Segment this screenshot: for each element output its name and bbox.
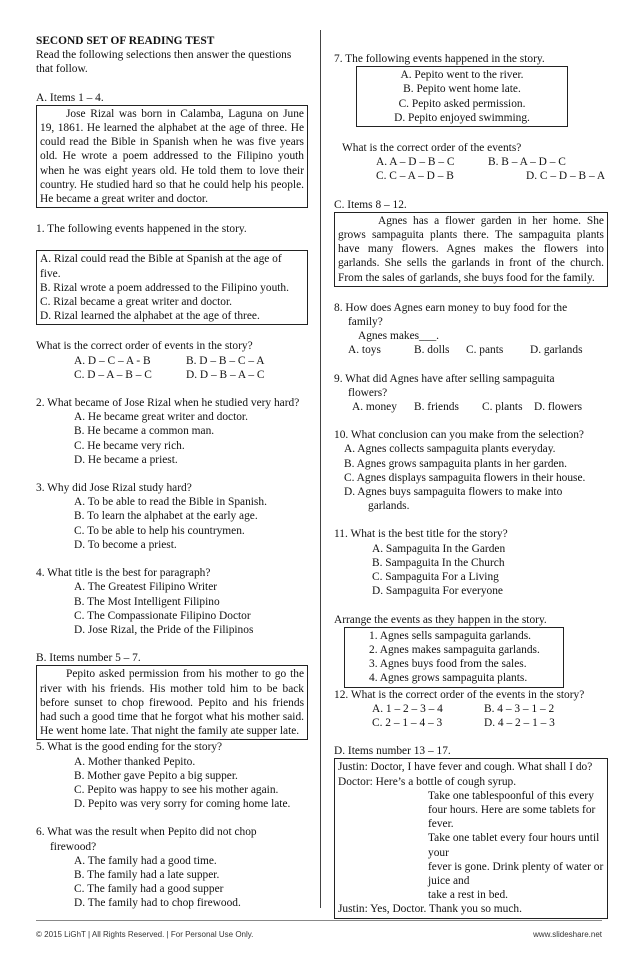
q12-choice: B. 4 – 3 – 1 – 2	[484, 702, 555, 715]
arrange-event: 3. Agnes buys food from the sales.	[369, 658, 527, 671]
dialogue-line: take a rest in bed.	[428, 889, 509, 902]
q8-choice: A. toys	[348, 344, 381, 357]
q7-event: D. Pepito enjoyed swimming.	[394, 111, 530, 124]
q7-ask: What is the correct order of the events?	[342, 142, 522, 155]
q9-stem-cont: flowers?	[348, 386, 388, 399]
q12-choices-row	[334, 716, 608, 730]
q1-stem: 1. The following events happened in the story.	[36, 223, 247, 236]
q1-event: A. Rizal could read the Bible at Spanish at the age of five.	[40, 253, 282, 280]
q8-stem-cont: family?	[348, 316, 383, 329]
q6-choice: B. The family had a late supper.	[74, 868, 220, 881]
q11-choice: B. Sampaguita In the Church	[372, 556, 505, 569]
q10-choice-cont: garlands.	[368, 500, 410, 513]
q9-choice: B. friends	[414, 401, 459, 414]
q7-stem: 7. The following events happened in the story.	[334, 53, 545, 65]
q6-choice: C. The family had a good supper	[74, 883, 224, 896]
q9-stem: 9. What did Agnes have after selling sampaguita	[334, 372, 555, 385]
q7-choice: D. C – D – B – A	[526, 170, 606, 183]
q10-choice: A. Agnes collects sampaguita plants everyday.	[344, 443, 556, 456]
q11-choice: C. Sampaguita For a Living	[372, 571, 499, 584]
q4-choice: D. Jose Rizal, the Pride of the Filipinos	[74, 623, 254, 636]
q12-choices-row	[334, 702, 608, 716]
section-c-label: C. Items 8 – 12.	[334, 198, 407, 211]
q8-blank: Agnes makes___.	[358, 330, 439, 343]
q2-choice: D. He became a priest.	[74, 453, 178, 466]
q7-choice: C. C – A – D – B	[376, 170, 454, 183]
q11-stem: 11. What is the best title for the story?	[334, 528, 508, 541]
passage-c: Agnes has a flower garden in her home. She grows sampaguita plants there. The sampaguita plants have many flowers. Agnes makes the flowers into garlands. She sells the garlands in front of the church. From the sales of garlands, she buys food for the family.	[334, 212, 608, 287]
left-column	[36, 34, 308, 911]
q8-choices-row	[334, 343, 608, 357]
q12-stem: 12. What is the correct order of the events in the story?	[334, 688, 585, 701]
q12-choice: C. 2 – 1 – 4 – 3	[372, 716, 443, 729]
q3-choice: A. To be able to read the Bible in Spanish.	[74, 496, 267, 509]
arrange-event: 4. Agnes grows sampaguita plants.	[369, 672, 528, 685]
dialogue-line: Take one tablespoonful of this every	[428, 789, 594, 802]
q5-stem: 5. What is the good ending for the story?	[36, 741, 223, 754]
q6-choice: D. The family had to chop firewood.	[74, 897, 241, 910]
q11-choice: D. Sampaguita For everyone	[372, 585, 503, 598]
q1-choice: D. D – B – A – C	[186, 368, 265, 381]
q7-choice: B. B – A – D – C	[488, 156, 566, 169]
q10-choice: C. Agnes displays sampaguita flowers in their house.	[344, 471, 586, 484]
q1-event: B. Rizal wrote a poem addressed to the Filipino youth.	[40, 281, 289, 294]
passage-a: Jose Rizal was born in Calamba, Laguna on June 19, 1861. He learned the alphabet at the age of three. He could read the Bible in Spanish when he was five years old. He wrote a poem addressed to the Filipino youth when he was eight years old. He told them to love their country. He studied hard so that he could help his people. He became a great writer and doctor.	[36, 105, 308, 208]
q7-choices-row	[334, 169, 608, 183]
q1-event: C. Rizal became a great writer and doctor.	[40, 296, 232, 309]
q3-choice: C. To be able to help his countrymen.	[74, 524, 245, 537]
q5-choice: D. Pepito was very sorry for coming home late.	[74, 798, 291, 811]
q4-choice: C. The Compassionate Filipino Doctor	[74, 609, 251, 622]
q9-choices-row	[334, 400, 608, 414]
column-divider	[320, 30, 321, 908]
dialogue-line: Take one tablet every four hours until your	[428, 832, 600, 859]
q1-choices-row	[36, 354, 308, 368]
section-a-label: A. Items 1 – 4.	[36, 91, 104, 104]
q4-stem: 4. What title is the best for paragraph?	[36, 567, 211, 580]
q2-choice: A. He became great writer and doctor.	[74, 411, 248, 424]
q1-ask: What is the correct order of events in the story?	[36, 340, 253, 353]
arrange-stem: Arrange the events as they happen in the story.	[334, 613, 547, 626]
q7-event: A. Pepito went to the river.	[400, 69, 524, 82]
q7-event: C. Pepito asked permission.	[398, 97, 526, 110]
q9-choice: D. flowers	[534, 401, 583, 414]
q2-stem: 2. What became of Jose Rizal when he studied very hard?	[36, 397, 300, 410]
dialogue-line: four hours. Here are some tablets for fever.	[428, 803, 596, 831]
q6-stem: 6. What was the result when Pepito did not chop	[36, 826, 257, 839]
dialogue-line: Justin: Doctor, I have fever and cough. What shall I do?	[338, 761, 593, 774]
q3-choice: D. To become a priest.	[74, 538, 177, 551]
q1-choice: A. D – C – A - B	[74, 354, 151, 367]
q7-choice: A. A – D – B – C	[376, 156, 455, 169]
q3-choice: B. To learn the alphabet at the early age.	[74, 510, 258, 523]
instructions: Read the following selections then answer the questions that follow.	[36, 49, 292, 76]
dialogue-line: fever is gone. Drink plenty of water or juice and	[428, 860, 604, 887]
q7-choices-row	[334, 155, 608, 169]
right-column	[334, 52, 608, 919]
q5-choice: B. Mother gave Pepito a big supper.	[74, 769, 238, 782]
arrange-events-box	[344, 627, 564, 688]
q7-events-box	[356, 66, 568, 127]
q10-choice: B. Agnes grows sampaguita plants in her garden.	[344, 457, 568, 470]
q4-choice: B. The Most Intelligent Filipino	[74, 595, 220, 608]
q1-events-box	[36, 250, 308, 325]
q8-choice: C. pants	[466, 344, 504, 357]
q10-choice: D. Agnes buys sampaguita flowers to make into	[344, 486, 563, 499]
section-d-label: D. Items number 13 – 17.	[334, 745, 451, 758]
q8-stem: 8. How does Agnes earn money to buy food for the	[334, 301, 568, 314]
q12-choice: D. 4 – 2 – 1 – 3	[484, 716, 555, 729]
q3-stem: 3. Why did Jose Rizal study hard?	[36, 482, 192, 495]
q7-event: B. Pepito went home late.	[403, 83, 521, 96]
q8-choice: D. garlands	[530, 344, 583, 357]
dialogue-box	[334, 758, 608, 918]
section-b-label: B. Items number 5 – 7.	[36, 652, 141, 665]
footer-copyright: © 2015 LiGhT | All Rights Reserved. | For Personal Use Only.	[36, 930, 254, 939]
q12-choice: A. 1 – 2 – 3 – 4	[372, 702, 443, 715]
q1-choice: B. D – B – C – A	[186, 354, 265, 367]
q2-choice: B. He became a common man.	[74, 425, 215, 438]
q10-stem: 10. What conclusion can you make from the selection?	[334, 429, 584, 442]
q8-choice: B. dolls	[414, 344, 450, 357]
q6-stem-cont: firewood?	[50, 840, 97, 853]
dialogue-line: Justin: Yes, Doctor. Thank you so much.	[338, 903, 522, 916]
q1-event: D. Rizal learned the alphabet at the age of three.	[40, 310, 260, 323]
q1-choice: C. D – A – B – C	[74, 368, 152, 381]
page-title: SECOND SET OF READING TEST	[36, 35, 215, 47]
footer-site: www.slideshare.net	[533, 930, 602, 939]
q9-choice: A. money	[352, 401, 397, 414]
q1-choices-row	[36, 368, 308, 382]
q5-choice: C. Pepito was happy to see his mother again.	[74, 783, 279, 796]
passage-b: Pepito asked permission from his mother to go the river with his friends. His mother told him to be back before sunset to chop firewood. Pepito and his friends had such a good time that he forgot what his mother said. He went home late. That night the family ate supper late.	[36, 665, 308, 740]
footer-rule	[36, 920, 602, 921]
arrange-event: 1. Agnes sells sampaguita garlands.	[369, 629, 531, 642]
q2-choice: C. He became very rich.	[74, 439, 185, 452]
dialogue-line: Doctor: Here’s a bottle of cough syrup.	[338, 775, 517, 788]
q9-choice: C. plants	[482, 401, 523, 414]
q6-choice: A. The family had a good time.	[74, 854, 217, 867]
q4-choice: A. The Greatest Filipino Writer	[74, 581, 218, 594]
q11-choice: A. Sampaguita In the Garden	[372, 542, 506, 555]
arrange-event: 2. Agnes makes sampaguita garlands.	[369, 643, 540, 656]
q5-choice: A. Mother thanked Pepito.	[74, 755, 196, 768]
